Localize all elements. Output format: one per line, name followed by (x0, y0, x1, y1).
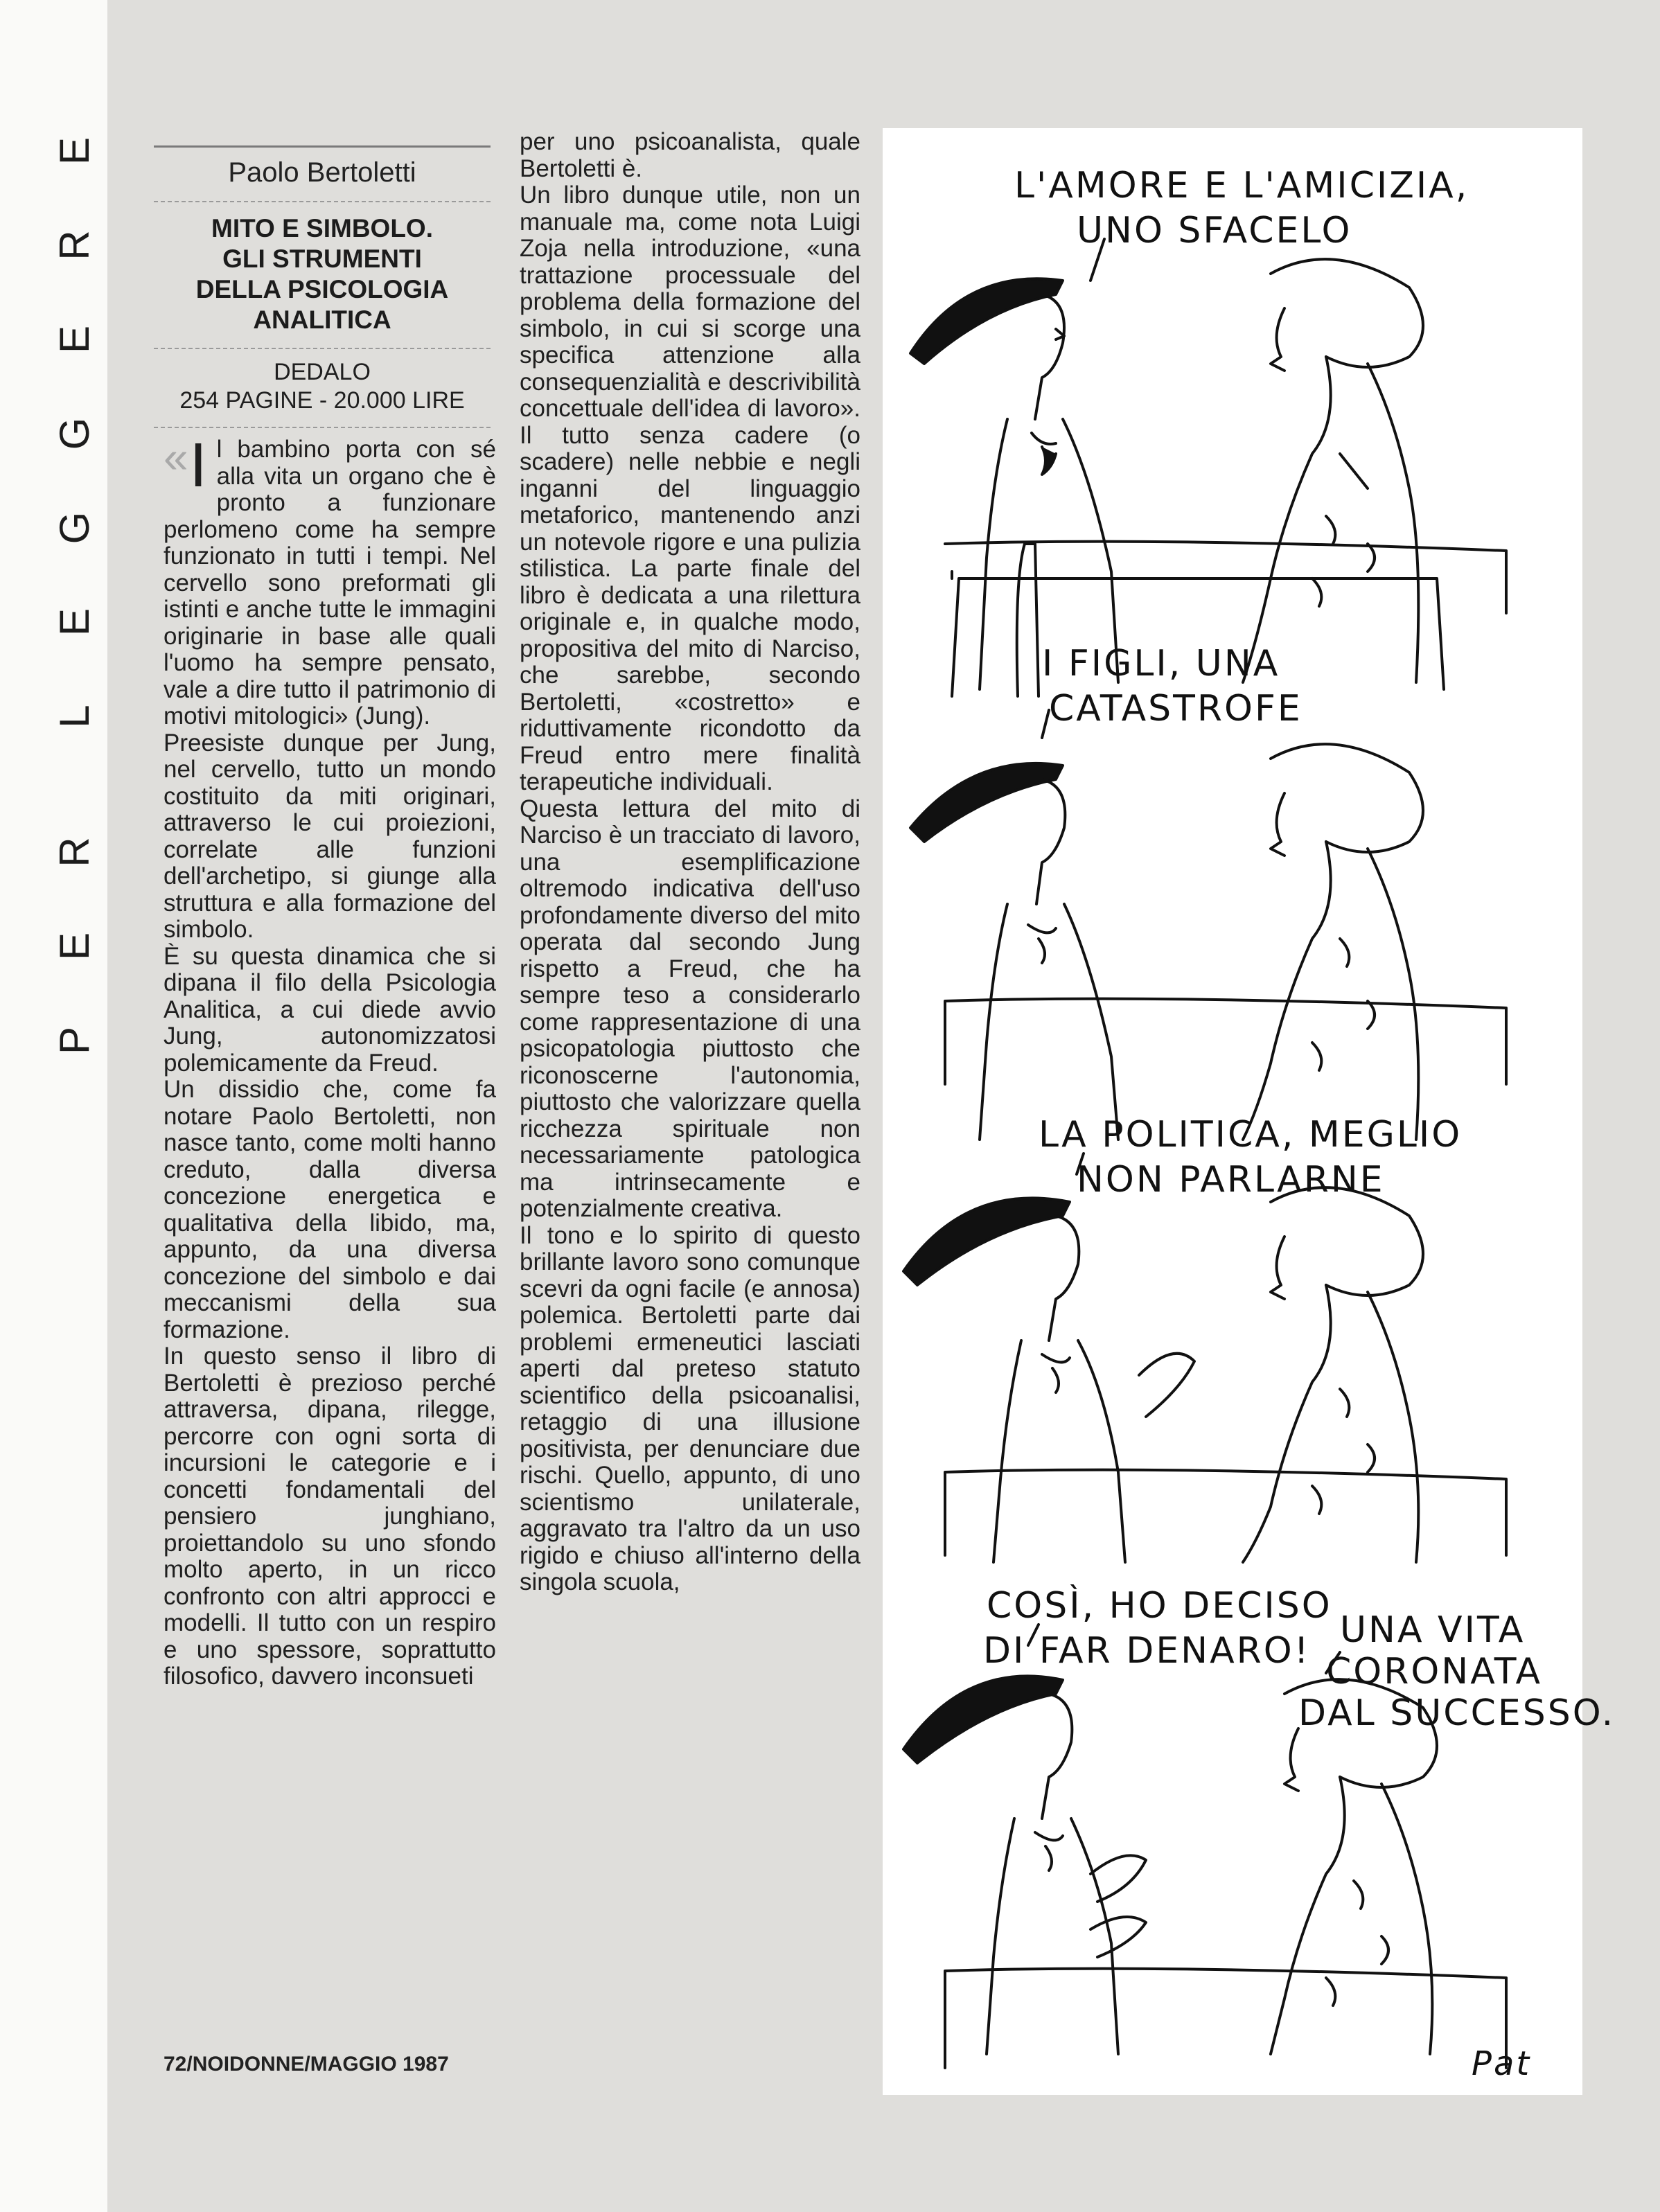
section-letter: R (51, 230, 98, 260)
book-title (154, 213, 491, 335)
speech-text: CORONATA (1326, 1651, 1543, 1692)
comic-panel-3 (903, 1153, 1506, 1562)
speech-text: L'AMORE E L'AMICIZIA, (1014, 165, 1469, 206)
drop-cap: I (189, 431, 207, 500)
article-paragraph: È su questa dinamica che si dipana il filo della Psicologia Analitica, a cui diede avvio Jung, autonomizzatosi polemicamente da Freud. (164, 942, 496, 1077)
section-letter: E (51, 932, 98, 961)
section-letter: E (51, 136, 98, 166)
opening-quote: « (164, 432, 188, 482)
page-footer (164, 2053, 449, 2076)
speech-text: UNA VITA (1340, 1609, 1526, 1651)
comic-drawing (883, 128, 1616, 2095)
speech-text: DAL SUCCESSO. (1298, 1692, 1616, 1734)
speech-text: CATASTROFE (1049, 688, 1303, 729)
section-letter: R (51, 837, 98, 867)
comic-strip (883, 128, 1616, 2095)
article-paragraph: Il tono e lo spirito di questo brillante lavoro sono comunque scevri da ogni facile (e annosa) polemica. Bertoletti parte dai problemi ermeneutici lasciati aperti dal preteso statuto scientifico della psicoanalisi, retaggio di una illusione positivista, per denunciare due rischi. Quello, appunto, di uno scientismo unilaterale, aggravato tra l'altro da un uso rigido e chiuso all'interno della singola scuola, (520, 1221, 860, 1595)
article-column-2 (520, 129, 860, 1596)
section-letter: E (51, 608, 98, 637)
comic-panel-2 (910, 710, 1506, 1140)
book-info-box (154, 145, 491, 428)
book-title-line: DELLA PSICOLOGIA (195, 275, 449, 303)
comic-panel-1 (910, 239, 1506, 696)
artist-signature: Pat (1472, 2044, 1532, 2083)
article-paragraph: Un dissidio che, come fa notare Paolo Bertoletti, non nasce tanto, come molti hanno creduto, dalla diversa concezione energetica e qualitativa della libido, ma, appunto, da una diversa concezione del simbolo e dai meccanismi della sua formazione. (164, 1076, 496, 1343)
article-paragraph: Preesiste dunque per Jung, nel cervello, tutto un mondo costituito da miti originari, attraverso le cui proiezioni, correlate alle funzioni dell'archetipo, si giunge alla struttura e alla formazione del simbolo. (164, 729, 496, 943)
section-gap (54, 763, 96, 805)
speech-text: DI FAR DENARO! (983, 1630, 1311, 1672)
divider (154, 348, 491, 349)
section-letter: G (51, 417, 98, 450)
page-number: 72 (164, 2053, 187, 2076)
article-paragraph: In questo senso il libro di Bertoletti è prezioso perché attraversa, dipana, rilegge, percorre con ogni sorta di incursioni le categorie e i concetti fondamentali del pensiero junghiano, proiettandolo su uno sfondo molto aperto, in un ricco confronto con altri approcci e modelli. Il tutto con un respiro e uno spessore, soprattutto filosofico, davvero inconsueti (164, 1343, 496, 1690)
book-pages-price: 254 PAGINE - 20.000 LIRE (179, 387, 465, 414)
article-paragraph (164, 431, 496, 730)
divider (154, 145, 491, 148)
book-title-line: MITO E SIMBOLO. (211, 214, 433, 242)
paragraph-text: l bambino porta con sé alla vita un organo che è pronto a funzionare perlomeno come ha sempre funzionato in tutti i tempi. Nel cervello sono preformati gli istinti e anche tutte le immagini originarie in base alle quali l'uomo ha sempre pensato, vale a dire tutto il patrimonio di motivi mitologici» (Jung). (164, 436, 496, 729)
section-letter: L (51, 705, 98, 728)
divider (154, 201, 491, 202)
speech-text: NON PARLARNE (1077, 1159, 1385, 1201)
article-paragraph: Un libro dunque utile, non un manuale ma, come nota Luigi Zoja nella introduzione, «una trattazione processuale del problema della formazione del simbolo, in cui si scorge una specifica attenzione alla consequenzialità e descrivibilità concettuale dell'idea di lavoro». Il tutto senza cadere (o scadere) nelle nebbie e negli inganni del linguaggio metaforico, mantenendo anzi un notevole rigore e una pulizia stilistica. La parte finale del libro è dedicata a una rilettura originale e, in qualche modo, propositiva del mito di Narciso, che sarebbe, secondo Bertoletti, «costretto» e riduttivamente ricondotto da Freud entro mere finalità terapeutiche individuali. (520, 182, 860, 795)
magazine-issue: /NOIDONNE/MAGGIO 1987 (186, 2053, 449, 2076)
speech-text: COSÌ, HO DECISO (987, 1585, 1332, 1627)
article-paragraph: per uno psicoanalista, quale Bertoletti è. (520, 128, 860, 182)
article-column-1 (164, 431, 496, 1690)
section-letter: G (51, 511, 98, 545)
book-publisher: DEDALO (274, 359, 371, 385)
speech-text: I FIGLI, UNA (1042, 643, 1280, 684)
section-title-vertical (51, 104, 98, 1088)
section-letter: E (51, 325, 98, 354)
book-title-line: GLI STRUMENTI (222, 245, 422, 273)
article-paragraph: Questa lettura del mito di Narciso è un tracciato di lavoro, una esemplificazione oltremodo indicativa dell'uso profondamente diverso del mito operata dal secondo Jung rispetto a Freud, che ha sempre teso a considerarlo come rappresentazione di una psicopatologia piuttosto che riconoscerne l'autonomia, piuttosto che valorizzare quella ricchezza spirituale non necessariamente patologica ma intrinsecamente e potenzialmente creativa. (520, 795, 860, 1222)
book-title-line: ANALITICA (253, 306, 391, 334)
speech-text: LA POLITICA, MEGLIO (1039, 1114, 1463, 1156)
section-letter: P (51, 1026, 98, 1055)
divider (154, 427, 491, 428)
book-author: Paolo Bertoletti (228, 157, 416, 188)
speech-text: UNO SFACELO (1077, 210, 1352, 251)
